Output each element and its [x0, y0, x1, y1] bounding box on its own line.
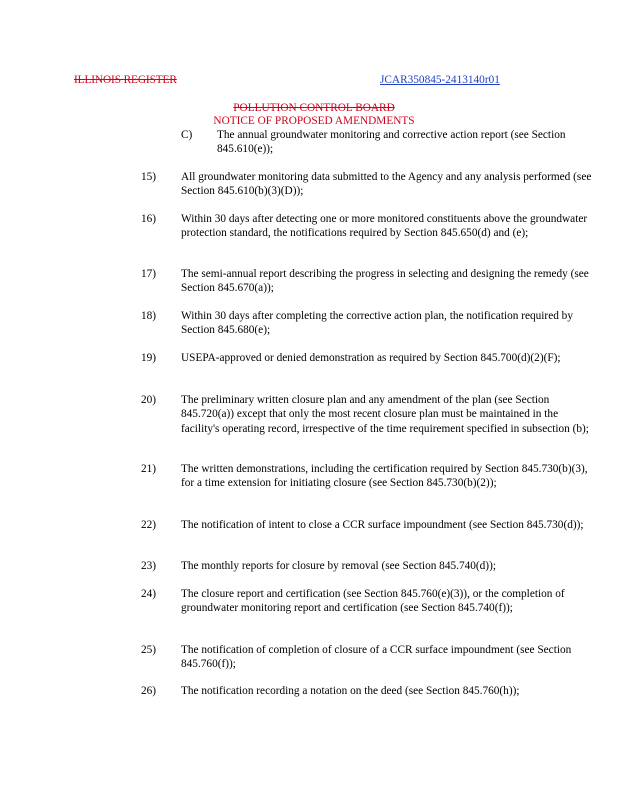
item-text: Within 30 days after detecting one or more monitored constituents above the groundwater protection standard, the notifications required by Section 845.650(d) and (e); — [181, 213, 588, 240]
item-text: The closure report and certification (see Section 845.760(e)(3)), or the completion of groundwater monitoring report and certification (see Section 845.740(f)); — [181, 588, 565, 615]
board-title: POLLUTION CONTROL BOARD — [233, 102, 395, 114]
item-text: All groundwater monitoring data submitted to the Agency and any analysis performed (see Section 845.610(b)(3)(D)); — [181, 171, 592, 198]
jcar-code: JCAR350845-2413140r01 — [380, 74, 500, 86]
item-number: 22) — [141, 519, 157, 531]
register-title: ILLINOIS REGISTER — [74, 74, 177, 86]
item-number: 18) — [141, 310, 157, 322]
sub-item-label: C) — [181, 129, 193, 141]
item-number: 26) — [141, 685, 157, 697]
item-number: 16) — [141, 213, 157, 225]
item-text: The notification recording a notation on the deed (see Section 845.760(h)); — [181, 685, 520, 697]
item-number: 19) — [141, 352, 157, 364]
item-number: 24) — [141, 588, 157, 600]
item-text: The preliminary written closure plan and any amendment of the plan (see Section 845.720(a)) except that only the most recent closure plan must be maintained in the facility's operating record, irrespective of the time requirement specified in subsection (b); — [181, 394, 589, 435]
item-text: The notification of intent to close a CCR surface impoundment (see Section 845.730(d)); — [181, 519, 584, 531]
item-text: The semi-annual report describing the progress in selecting and designing the remedy (see Section 845.670(a)); — [181, 268, 589, 295]
item-number: 17) — [141, 268, 157, 280]
item-number: 21) — [141, 463, 157, 475]
item-text: The monthly reports for closure by removal (see Section 845.740(d)); — [181, 560, 496, 572]
notice-title: NOTICE OF PROPOSED AMENDMENTS — [213, 115, 415, 127]
item-number: 15) — [141, 171, 157, 183]
item-text: USEPA-approved or denied demonstration as required by Section 845.700(d)(2)(F); — [181, 352, 561, 364]
sub-item-text: The annual groundwater monitoring and corrective action report (see Section 845.610(e)); — [217, 129, 566, 156]
item-text: The written demonstrations, including the certification required by Section 845.730(b)(3), for a time extension for initiating closure (see Section 845.730(b)(2)); — [181, 463, 588, 490]
item-text: Within 30 days after completing the corrective action plan, the notification required by Section 845.680(e); — [181, 310, 573, 337]
item-number: 25) — [141, 644, 157, 656]
item-number: 23) — [141, 560, 157, 572]
item-text: The notification of completion of closure of a CCR surface impoundment (see Section 845.760(f)); — [181, 644, 572, 671]
item-number: 20) — [141, 394, 157, 406]
